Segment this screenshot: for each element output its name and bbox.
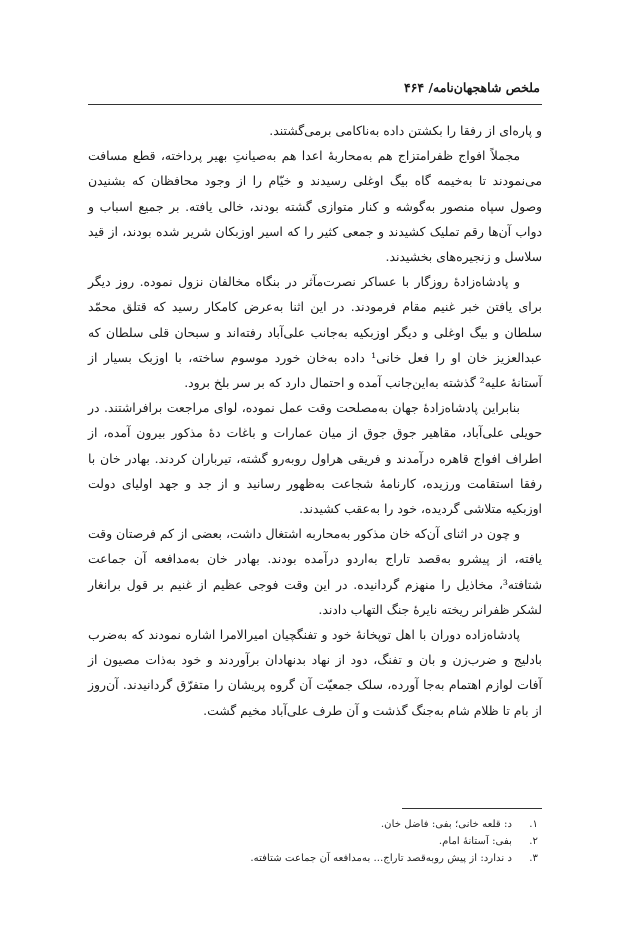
footnote-text: د: قلعه خانی؛ بفی: فاضل خان.: [380, 819, 512, 830]
footnote-number: ۳.: [529, 853, 538, 864]
footnote-item: [88, 850, 538, 867]
paragraph: بنابراین پادشاه‌زادهٔ جهان به‌مصلحت وقت عمل نموده، لوای مراجعت برافراشتند. در حویلی علی‌آباد، مقاهیر جوق جوق از میان عمارات و باغات دهٔ مذکور بیرون آمده، از اطراف افواج قاهره درآمدند و فریقی هراول روبه‌رو گشته، تیرباران کردند. بهادر خان با رفقا استقامت ورزیده، کارنامهٔ شجاعت به‌ظهور رسانید و از جد و جهد اولیای دولت اوزبکیه متلاشی گردیده، خود را به‌عقب کشیدند.: [88, 400, 542, 517]
footnote-item: [88, 816, 538, 833]
paragraph: مجملاً افواج ظفرامتزاج هم به‌محاربهٔ اعدا هم به‌صیانتِ بهیر پرداخته، قطع مسافت می‌نمودند تا به‌خیمه گاه بیگ اوغلی رسیدند و خیّام را از وجود محافظان که بشنیدن وصول سپاه منصور به‌گوشه و کنار متوازی گشته بودند، خالی یافته. بر جمیع اسباب و دواب آن‌ها رقم تملیک کشیدند و جمعی کثیر را که اسیر اوزبکان شریر شده بودند، از قید سلاسل و زنجیره‌های بخشیدند.: [88, 148, 542, 265]
footnote-text: د ندارد: از پیش روبه‌قصد تاراج... به‌مدافعه آن جماعت شتافته.: [250, 853, 512, 864]
header-rule: [88, 104, 542, 105]
footnote-number: ۲.: [529, 836, 538, 847]
paragraph: و چون در اثنای آن‌که خان مذکور به‌محاربه اشتغال داشت، بعضی از کم فرصتان وقت یافته، از پیشرو به‌قصد تاراج به‌اردو درآمده بودند. بهادر خان به‌مدافعه آن جماعت شتافته³، مخاذیل را منهزم گردانیده. در این وقت فوجی عظیم از غنیم بر قول برانغار لشکر ظفرانر ریخته نایرهٔ جنگ التهاب دادند.: [88, 526, 542, 617]
paragraph: و پاره‌ای از رفقا را بکشتن داده به‌ناکامی برمی‌گشتند.: [269, 123, 542, 138]
body-text: [88, 118, 542, 723]
footnotes: [88, 816, 538, 867]
footnote-rule: [402, 808, 542, 809]
footnote-number: ۱.: [529, 819, 538, 830]
paragraph: پادشاه‌زاده دوران با اهل توپخانهٔ خود و تفنگچیان امیرالامرا اشاره نمودند که به‌ضرب بادلیج و ضرب‌زن و بان و تفنگ، دود از نهاد بدنهادان برآوردند و خود به‌ذات مصیون از آفات لوازم اهتمام به‌جا آورده، سلک جمعیّت آن گروه پریشان را متفرّق گردانیدند. آن‌روز از بام تا ظلام شام به‌جنگ گذشت و آن طرف علی‌آباد مخیم گشت.: [88, 627, 542, 718]
footnote-item: [88, 833, 538, 850]
paragraph: و پادشاه‌زادهٔ روزگار با عساکر نصرت‌مآثر در بنگاه مخالفان نزول نموده. روز دیگر برای یافتن خبر غنیم مقام فرمودند. در این اثنا به‌عرض کامکار رسید که قتلق محمّد سلطان و بیگ اوغلی و دیگر اوزبکیه به‌جانب علی‌آباد رفته‌اند و سبحان قلی سلطان که عبدالعزیز خان او را فعل خانی¹ داده به‌خان خورد موسوم ساخته، با اوزبک بسیار از آستانهٔ علیه² گذشته به‌این‌جانب آمده و احتمال دارد که بر سر بلخ برود.: [88, 274, 542, 391]
running-head: ملخص شاهجهان‌نامه/ ۴۶۴: [403, 80, 540, 95]
footnote-text: بفی: آستانهٔ امام.: [438, 836, 512, 847]
